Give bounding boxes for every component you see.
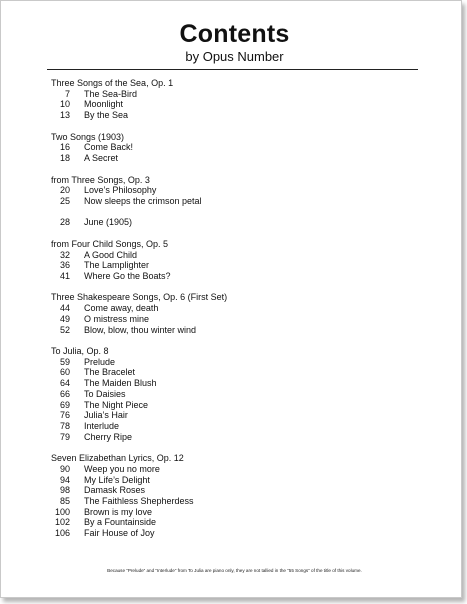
- group-title: Two Songs (1903): [51, 131, 125, 142]
- page-number: 79: [59, 431, 70, 442]
- contents-entry: [51, 475, 431, 486]
- contents-entry: [51, 410, 431, 421]
- title-divider: [47, 69, 418, 70]
- group-title: Three Songs of the Sea, Op. 1: [51, 78, 174, 88]
- contents-group: [51, 292, 431, 335]
- page-number: 20: [59, 185, 70, 196]
- page-number: 66: [59, 388, 70, 399]
- contents-group: [51, 78, 431, 121]
- group-title: from Four Child Songs, Op. 5: [51, 238, 169, 249]
- contents-group: [51, 346, 431, 442]
- song-title: Moonlight: [84, 99, 124, 110]
- song-title: The Lamplighter: [84, 260, 150, 271]
- contents-group: [51, 453, 431, 539]
- contents-entry: [51, 367, 431, 378]
- page-number: 49: [59, 313, 70, 324]
- page-number: 52: [59, 324, 70, 335]
- song-title: Damask Roses: [84, 485, 146, 496]
- page-number: 41: [59, 270, 70, 281]
- contents-entry: [51, 303, 431, 314]
- page-number: 13: [59, 110, 70, 121]
- song-title: Cherry Ripe: [84, 431, 133, 442]
- contents-entry: [51, 517, 431, 528]
- contents-entry: [51, 260, 431, 271]
- page-title: Contents: [179, 20, 290, 48]
- page-number: 18: [59, 153, 70, 164]
- song-title: The Bracelet: [84, 367, 136, 378]
- page-number: 32: [59, 249, 70, 260]
- contents-entry: [51, 432, 431, 443]
- page-number: 90: [59, 463, 70, 474]
- contents-list: [51, 78, 431, 550]
- contents-entry: [51, 378, 431, 389]
- contents-entry: [51, 110, 431, 121]
- contents-group: [51, 239, 431, 282]
- contents-entry: [51, 314, 431, 325]
- contents-entry: [51, 464, 431, 475]
- group-title: Three Shakespeare Songs, Op. 6 (First Set): [51, 292, 228, 303]
- song-title: Blow, blow, thou winter wind: [84, 324, 197, 335]
- contents-entry: [51, 400, 431, 411]
- song-title: Brown is my love: [84, 506, 153, 517]
- song-title: Come Back!: [84, 142, 134, 153]
- group-title: Seven Elizabethan Lyrics, Op. 12: [51, 453, 184, 464]
- song-title: To Daisies: [84, 388, 126, 399]
- page-number: 25: [59, 195, 70, 206]
- page-number: 59: [59, 356, 70, 367]
- song-title: Julia’s Hair: [84, 410, 128, 421]
- song-title: Fair House of Joy: [84, 528, 155, 539]
- page-subtitle: by Opus Number: [185, 49, 284, 64]
- song-title: By a Fountainside: [84, 517, 157, 528]
- contents-group: [51, 132, 431, 164]
- contents-entry: [51, 485, 431, 496]
- song-title: The Maiden Blush: [84, 378, 157, 389]
- page-number: 100: [54, 506, 70, 517]
- page-number: 76: [59, 410, 70, 421]
- contents-entry: [51, 99, 431, 110]
- page-number: 106: [54, 528, 70, 539]
- song-title: The Night Piece: [84, 399, 149, 410]
- contents-entry: [51, 185, 431, 196]
- contents-entry: [51, 496, 431, 507]
- contents-entry: [51, 389, 431, 400]
- song-title: Prelude: [84, 356, 116, 367]
- contents-entry: [51, 153, 431, 164]
- contents-entry: [51, 250, 431, 261]
- group-title: To Julia, Op. 8: [51, 346, 109, 357]
- song-title: A Good Child: [84, 249, 138, 260]
- contents-entry: [51, 421, 431, 432]
- song-title: My Life’s Delight: [84, 474, 150, 485]
- song-title: June (1905): [84, 217, 133, 228]
- page-number: 102: [54, 517, 70, 528]
- page-number: 28: [59, 217, 70, 228]
- contents-entry: [51, 528, 431, 539]
- song-title: Come away, death: [84, 303, 159, 314]
- song-title: Interlude: [84, 420, 120, 431]
- contents-entry: [51, 89, 431, 100]
- page-number: 64: [59, 378, 70, 389]
- song-title: Weep you no more: [84, 463, 160, 474]
- contents-entry: [51, 507, 431, 518]
- page-number: 60: [59, 367, 70, 378]
- contents-entry: [51, 196, 431, 207]
- page-number: 44: [59, 303, 70, 314]
- page-number: 36: [59, 260, 70, 271]
- page-number: 98: [59, 485, 70, 496]
- page-number: 94: [59, 474, 70, 485]
- song-title: Now sleeps the crimson petal: [84, 195, 202, 206]
- footnote: Because “Prelude” and “Interlude” from To Julia are piano only, they are not tallied in the “55 Songs” of the title of this volume.: [107, 568, 362, 573]
- contents-entry: [51, 142, 431, 153]
- page-number: 78: [59, 420, 70, 431]
- contents-entry: [51, 325, 431, 336]
- contents-group: [51, 175, 431, 229]
- contents-entry: [51, 271, 431, 282]
- song-title: The Faithless Shepherdess: [84, 495, 194, 506]
- song-title: By the Sea: [84, 110, 129, 121]
- song-title: A Secret: [84, 153, 119, 164]
- page-number: 16: [59, 142, 70, 153]
- group-title: from Three Songs, Op. 3: [51, 174, 150, 185]
- song-title: Love’s Philosophy: [84, 185, 157, 196]
- contents-entry: [51, 217, 431, 228]
- song-title: The Sea-Bird: [84, 88, 138, 99]
- page-number: 10: [59, 99, 70, 110]
- page-number: 85: [59, 495, 70, 506]
- song-title: O mistress mine: [84, 313, 150, 324]
- contents-entry: [51, 357, 431, 368]
- song-title: Where Go the Boats?: [84, 270, 171, 281]
- page-number: 69: [59, 399, 70, 410]
- page-number: 7: [64, 88, 70, 99]
